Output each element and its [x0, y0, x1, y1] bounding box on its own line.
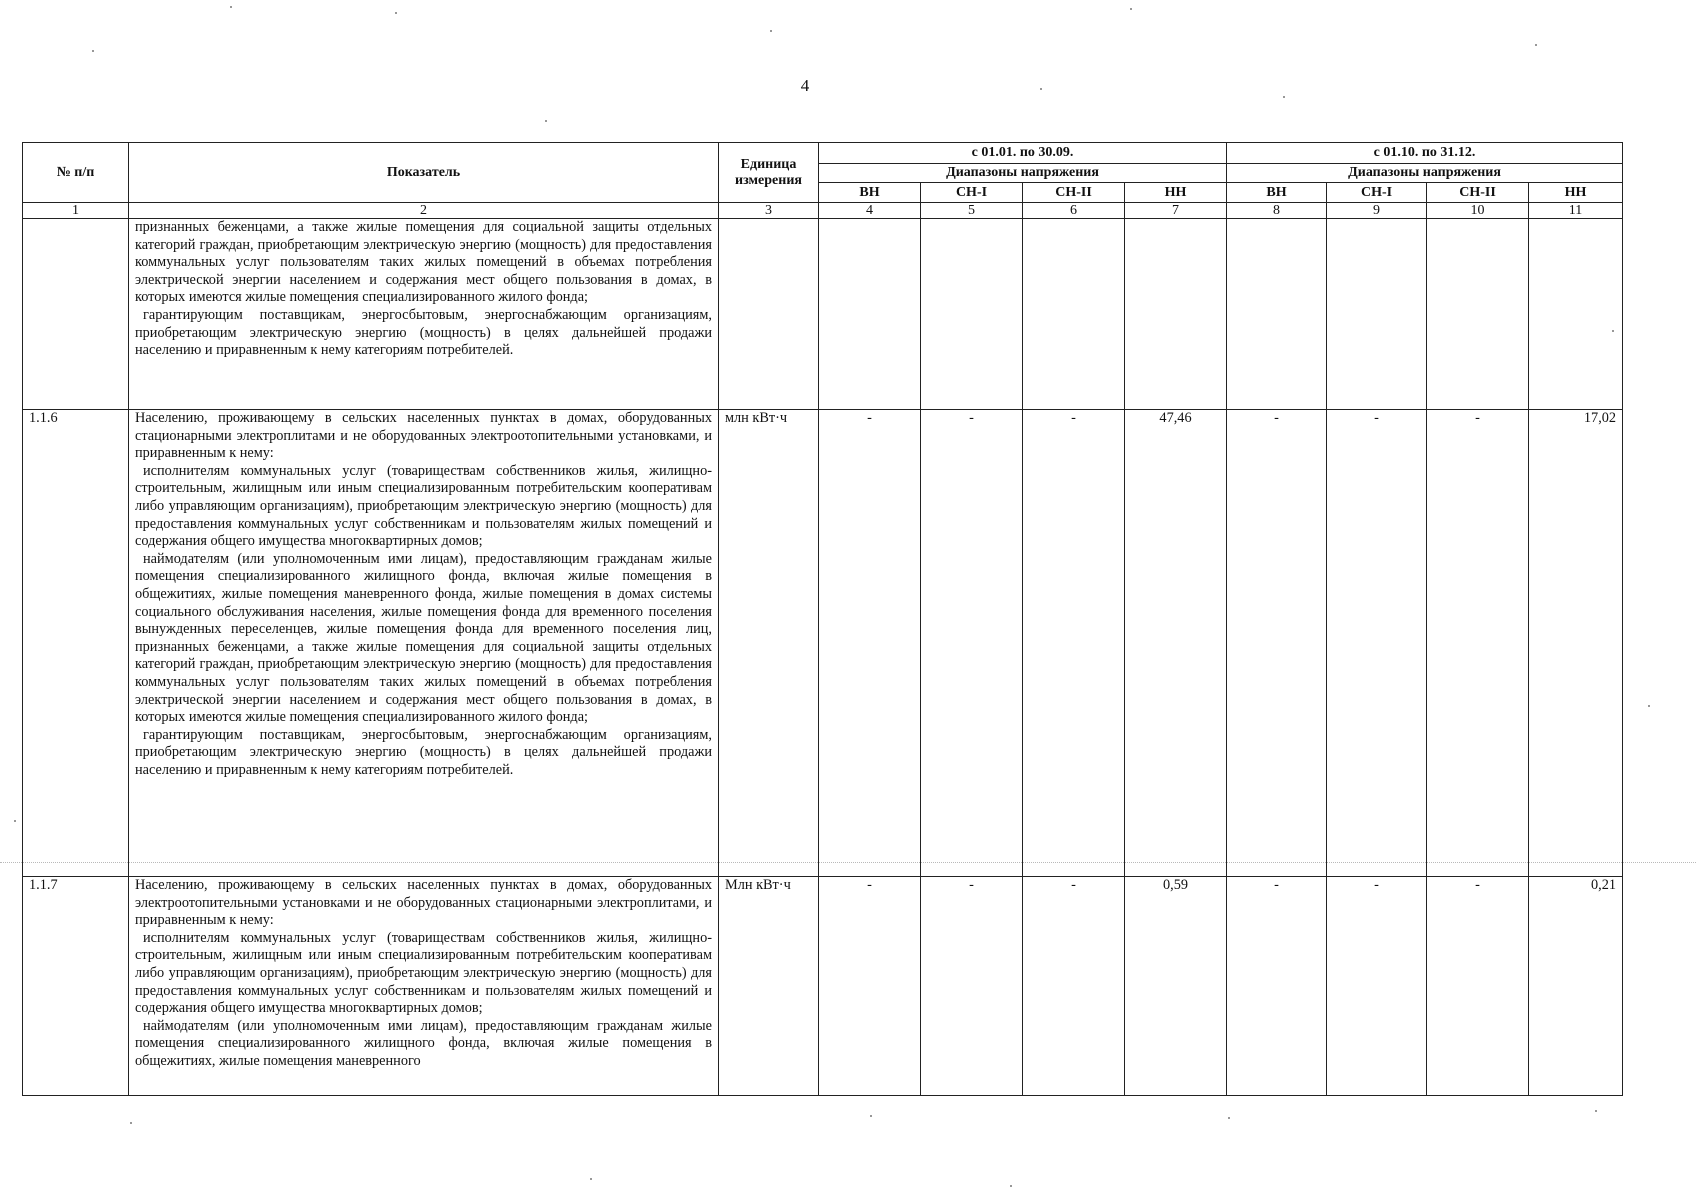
scan-speck — [1228, 1117, 1230, 1119]
column-number: 8 — [1227, 203, 1327, 219]
scan-speck — [1535, 44, 1537, 46]
scan-speck — [1283, 96, 1285, 98]
value-cell: 47,46 — [1125, 410, 1227, 877]
description-paragraph: Населению, проживающему в сельских населенных пунктах в домах, оборудованных электроотопительными установками и не оборудованных стационарными электроплитами, и приравненным к нему: — [135, 877, 712, 929]
scan-speck — [770, 30, 772, 32]
description-paragraph: наймодателям (или уполномоченным ими лицам), предоставляющим гражданам жилые помещения специализированного жилищного фонда, включая жилые помещения в общежитиях, жилые помещения маневренного фонда, жилые помещения в домах системы социального обслуживания населения, жилые помещения фонда для временного поселения вынужденных переселенцев, жилые помещения фонда для временного поселения лиц, признанных беженцами, а также жилые помещения для социальной защиты отдельных категорий граждан, приобретающим электрическую энергию (мощность) для предоставления коммунальных услуг пользователям таких жилых помещений в объемах потребления электрической энергии населением и содержания мест общего пользования в домах, в которых имеются жилые помещения специализированного жилого фонда; — [135, 550, 712, 726]
header-unit: Единица измерения — [719, 143, 819, 203]
row-description — [129, 219, 719, 410]
scan-speck — [545, 120, 547, 122]
table-row-1-1-6 — [23, 410, 1623, 877]
scan-speck — [130, 1122, 132, 1124]
value-cell: - — [819, 410, 921, 877]
value-cell: - — [921, 877, 1023, 1096]
value-cell: - — [1427, 877, 1529, 1096]
scan-speck — [395, 12, 397, 14]
scan-speck — [1595, 1110, 1597, 1112]
scan-speck — [870, 1115, 872, 1117]
row-description — [129, 410, 719, 877]
value-cell: - — [1227, 877, 1327, 1096]
header-voltage: СН-I — [1327, 183, 1427, 203]
value-cell: - — [819, 877, 921, 1096]
row-description — [129, 877, 719, 1096]
header-period-2: с 01.10. по 31.12. — [1227, 143, 1623, 164]
header-voltage: НН — [1125, 183, 1227, 203]
description-paragraph: исполнителям коммунальных услуг (товариществам собственников жилья, жилищно-строительным, жилищным или иным специализированным потребительским кооперативам либо управляющим организациям), приобретающим электрическую энергию (мощность) для предоставления коммунальных услуг собственникам и пользователям жилых помещений и содержания общего имущества многоквартирных домов; — [135, 929, 712, 1017]
column-number: 9 — [1327, 203, 1427, 219]
row-unit — [719, 219, 819, 410]
value-cell — [1327, 219, 1427, 410]
value-cell: 0,21 — [1529, 877, 1623, 1096]
value-cell: - — [1227, 410, 1327, 877]
value-cell: - — [1023, 877, 1125, 1096]
header-voltage-ranges-2: Диапазоны напряжения — [1227, 164, 1623, 183]
row-index: 1.1.7 — [23, 877, 129, 1096]
value-cell: - — [1327, 410, 1427, 877]
value-cell — [921, 219, 1023, 410]
scan-speck — [1612, 330, 1614, 332]
description-paragraph: исполнителям коммунальных услуг (товариществам собственников жилья, жилищно-строительным, жилищным или иным специализированным потребительским кооперативам либо управляющим организациям), приобретающим электрическую энергию (мощность) для предоставления коммунальных услуг собственникам и пользователям жилых помещений и содержания общего имущества многоквартирных домов; — [135, 462, 712, 550]
description-paragraph: гарантирующим поставщикам, энергосбытовым, энергоснабжающим организациям, приобретающим электрическую энергию (мощность) в целях дальнейшей продажи населению и приравненным к нему категориям потребителей. — [135, 306, 712, 359]
description-paragraph: Населению, проживающему в сельских населенных пунктах в домах, оборудованных стационарными электроплитами и не оборудованных электроотопительными установками, и приравненным к нему: — [135, 410, 712, 462]
scan-speck — [1648, 705, 1650, 707]
column-number: 5 — [921, 203, 1023, 219]
description-paragraph: гарантирующим поставщикам, энергосбытовым, энергоснабжающим организациям, приобретающим электрическую энергию (мощность) в целях дальнейшей продажи населению и приравненным к нему категориям потребителей. — [135, 726, 712, 778]
header-voltage: СН-II — [1023, 183, 1125, 203]
row-index: 1.1.6 — [23, 410, 129, 877]
value-cell — [1023, 219, 1125, 410]
value-cell — [1125, 219, 1227, 410]
value-cell: - — [1327, 877, 1427, 1096]
column-number-row — [23, 203, 1623, 219]
column-number: 7 — [1125, 203, 1227, 219]
table-row-continuation — [23, 219, 1623, 410]
value-cell — [1427, 219, 1529, 410]
header-voltage: СН-I — [921, 183, 1023, 203]
scan-speck — [14, 820, 16, 822]
header-voltage: СН-II — [1427, 183, 1529, 203]
value-cell: - — [1427, 410, 1529, 877]
column-number: 4 — [819, 203, 921, 219]
value-cell — [1529, 219, 1623, 410]
description-paragraph: признанных беженцами, а также жилые помещения для социальной защиты отдельных категорий граждан, приобретающим электрическую энергию (мощность) для предоставления коммунальных услуг пользователям таких жилых помещений в объемах потребления электрической энергии населением и содержания мест общего пользования в домах, в которых имеются жилые помещения специализированного жилого фонда; — [135, 219, 712, 306]
header-number: № п/п — [23, 143, 129, 203]
header-voltage: ВН — [819, 183, 921, 203]
value-cell: - — [1023, 410, 1125, 877]
scan-speck — [230, 6, 232, 8]
header-voltage: НН — [1529, 183, 1623, 203]
column-number: 6 — [1023, 203, 1125, 219]
value-cell — [1227, 219, 1327, 410]
scan-speck — [1040, 88, 1042, 90]
scan-speck — [1130, 8, 1132, 10]
description-paragraph: наймодателям (или уполномоченным ими лицам), предоставляющим гражданам жилые помещения специализированного жилищного фонда, включая жилые помещения в общежитиях, жилые помещения маневренного — [135, 1017, 712, 1069]
value-cell: 0,59 — [1125, 877, 1227, 1096]
scan-speck — [1010, 1185, 1012, 1187]
scan-dotted-line — [0, 862, 1696, 863]
scan-speck — [590, 1178, 592, 1180]
value-cell: 17,02 — [1529, 410, 1623, 877]
header-period-1: с 01.01. по 30.09. — [819, 143, 1227, 164]
tariff-table-container — [22, 142, 1622, 1096]
tariff-table — [22, 142, 1623, 1096]
column-number: 10 — [1427, 203, 1529, 219]
column-number: 3 — [719, 203, 819, 219]
header-indicator: Показатель — [129, 143, 719, 203]
table-row-1-1-7 — [23, 877, 1623, 1096]
row-unit: Млн кВт·ч — [719, 877, 819, 1096]
row-index — [23, 219, 129, 410]
column-number: 2 — [129, 203, 719, 219]
value-cell: - — [921, 410, 1023, 877]
header-voltage: ВН — [1227, 183, 1327, 203]
column-number: 11 — [1529, 203, 1623, 219]
column-number: 1 — [23, 203, 129, 219]
scan-speck — [92, 50, 94, 52]
row-unit: млн кВт·ч — [719, 410, 819, 877]
value-cell — [819, 219, 921, 410]
page-number: 4 — [800, 76, 810, 95]
header-voltage-ranges-1: Диапазоны напряжения — [819, 164, 1227, 183]
